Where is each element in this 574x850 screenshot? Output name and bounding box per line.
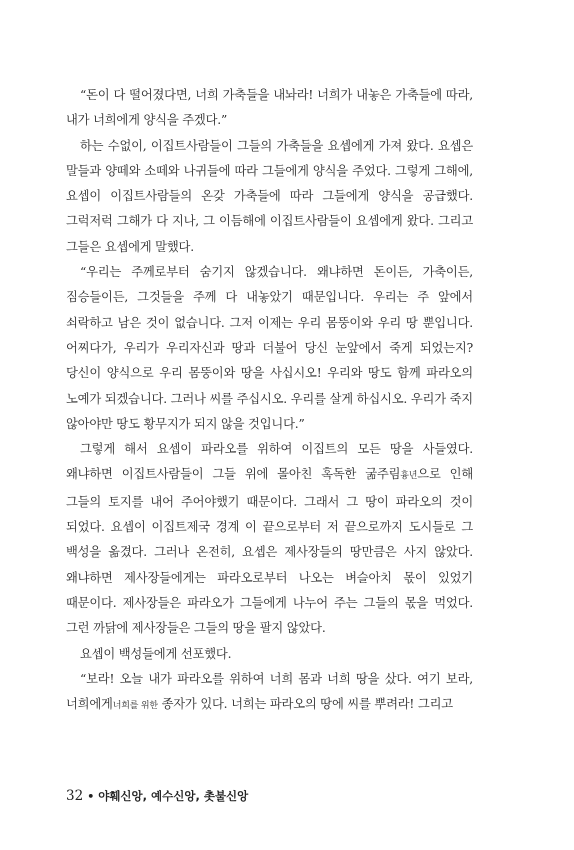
body-text	[66, 83, 473, 719]
footer-bullet: •	[87, 789, 95, 803]
page-footer	[66, 788, 248, 804]
paragraph-4	[66, 437, 473, 641]
paragraph-3: “우리는 주께로부터 숨기지 않겠습니다. 왜냐하면 돈이든, 가축이든, 짐승들이든, 그것들을 주께 다 내놓았기 때문입니다. 우리는 주 앞에서 쇠락하고 남은 것이 없습니다. 그저 이제는 우리 몸뚱이와 우리 땅 뿐입니다. 어찌다가, 우리가 우리자신과 땅과 더불어 당신 눈앞에서 죽게 되었는지? 당신이 양식으로 우리 몸뚱이와 땅을 사십시오! 우리와 땅도 함께 파라오의 노예가 되겠습니다. 그러나 씨를 주십시오. 우리를 살게 하십시오. 우리가 죽지 않아야만 땅도 황무지가 되지 않을 것입니다.”	[66, 265, 473, 431]
inline-note-for-you: 너희를 위한	[112, 701, 158, 712]
paragraph-5: 요셉이 백성들에게 선포했다.	[80, 646, 232, 661]
paragraph-1: “돈이 다 떨어졌다면, 너희 가축들을 내놔라! 너희가 내놓은 가축들에 따라, 내가 너희에게 양식을 주겠다.”	[66, 88, 473, 128]
book-title: 야훼신앙, 예수신앙, 촛불신앙	[98, 789, 249, 803]
paragraph-6	[66, 667, 473, 720]
paragraph-4-rest: 으로 인해 그들의 토지를 내어 주어야했기 때문이다. 그래서 그 땅이 파라오의 것이 되었다. 요셉이 이집트제국 경계 이 끝으로부터 저 끝으로까지 도시들로 그 백성을 옮겼다. 그러나 온전히, 요셉은 제사장들의 땅만큼은 사지 않았다. 왜냐하면 제사장들에게는 파라오로부터 나오는 벼슬아치 몫이 있었기 때문이다. 제사장들은 파라오가 그들에게 나누어 주는 그들의 몫을 먹었다. 그런 까닭에 제사장들은 그들의 땅을 팔지 않았다.	[66, 467, 473, 636]
paragraph-6-start: “보라! 오늘 내가 파라오를 위하여 너희 몸과 너희 땅을 샀다. 여기 보라, 너희에게	[66, 671, 473, 712]
inline-note-famine: 흉년	[400, 471, 418, 482]
paragraph-4-start: 그렇게 해서 요셉이 파라오를 위하여 이집트의 모든 땅을 사들였다. 왜냐하면 이집트사람들이 그들 위에 몰아친 혹독한 굶주림	[66, 442, 473, 482]
page-number: 32	[66, 788, 84, 804]
paragraph-6-end: 종자가 있다. 너희는 파라오의 땅에 씨를 뿌려라! 그리고	[161, 697, 453, 712]
paragraph-2: 하는 수없이, 이집트사람들이 그들의 가축들을 요셉에게 가져 왔다. 요셉은 말들과 양떼와 소떼와 나귀들에 따라 그들에게 양식을 주었다. 그렇게 그해에, 요셉이 이집트사람들의 온갖 가축들에 따라 그들에게 양식을 공급했다. 그럭저럭 그해가 다 지나, 그 이듬해에 이집트사람들이 요셉에게 왔다. 그리고 그들은 요셉에게 말했다.	[66, 138, 473, 254]
